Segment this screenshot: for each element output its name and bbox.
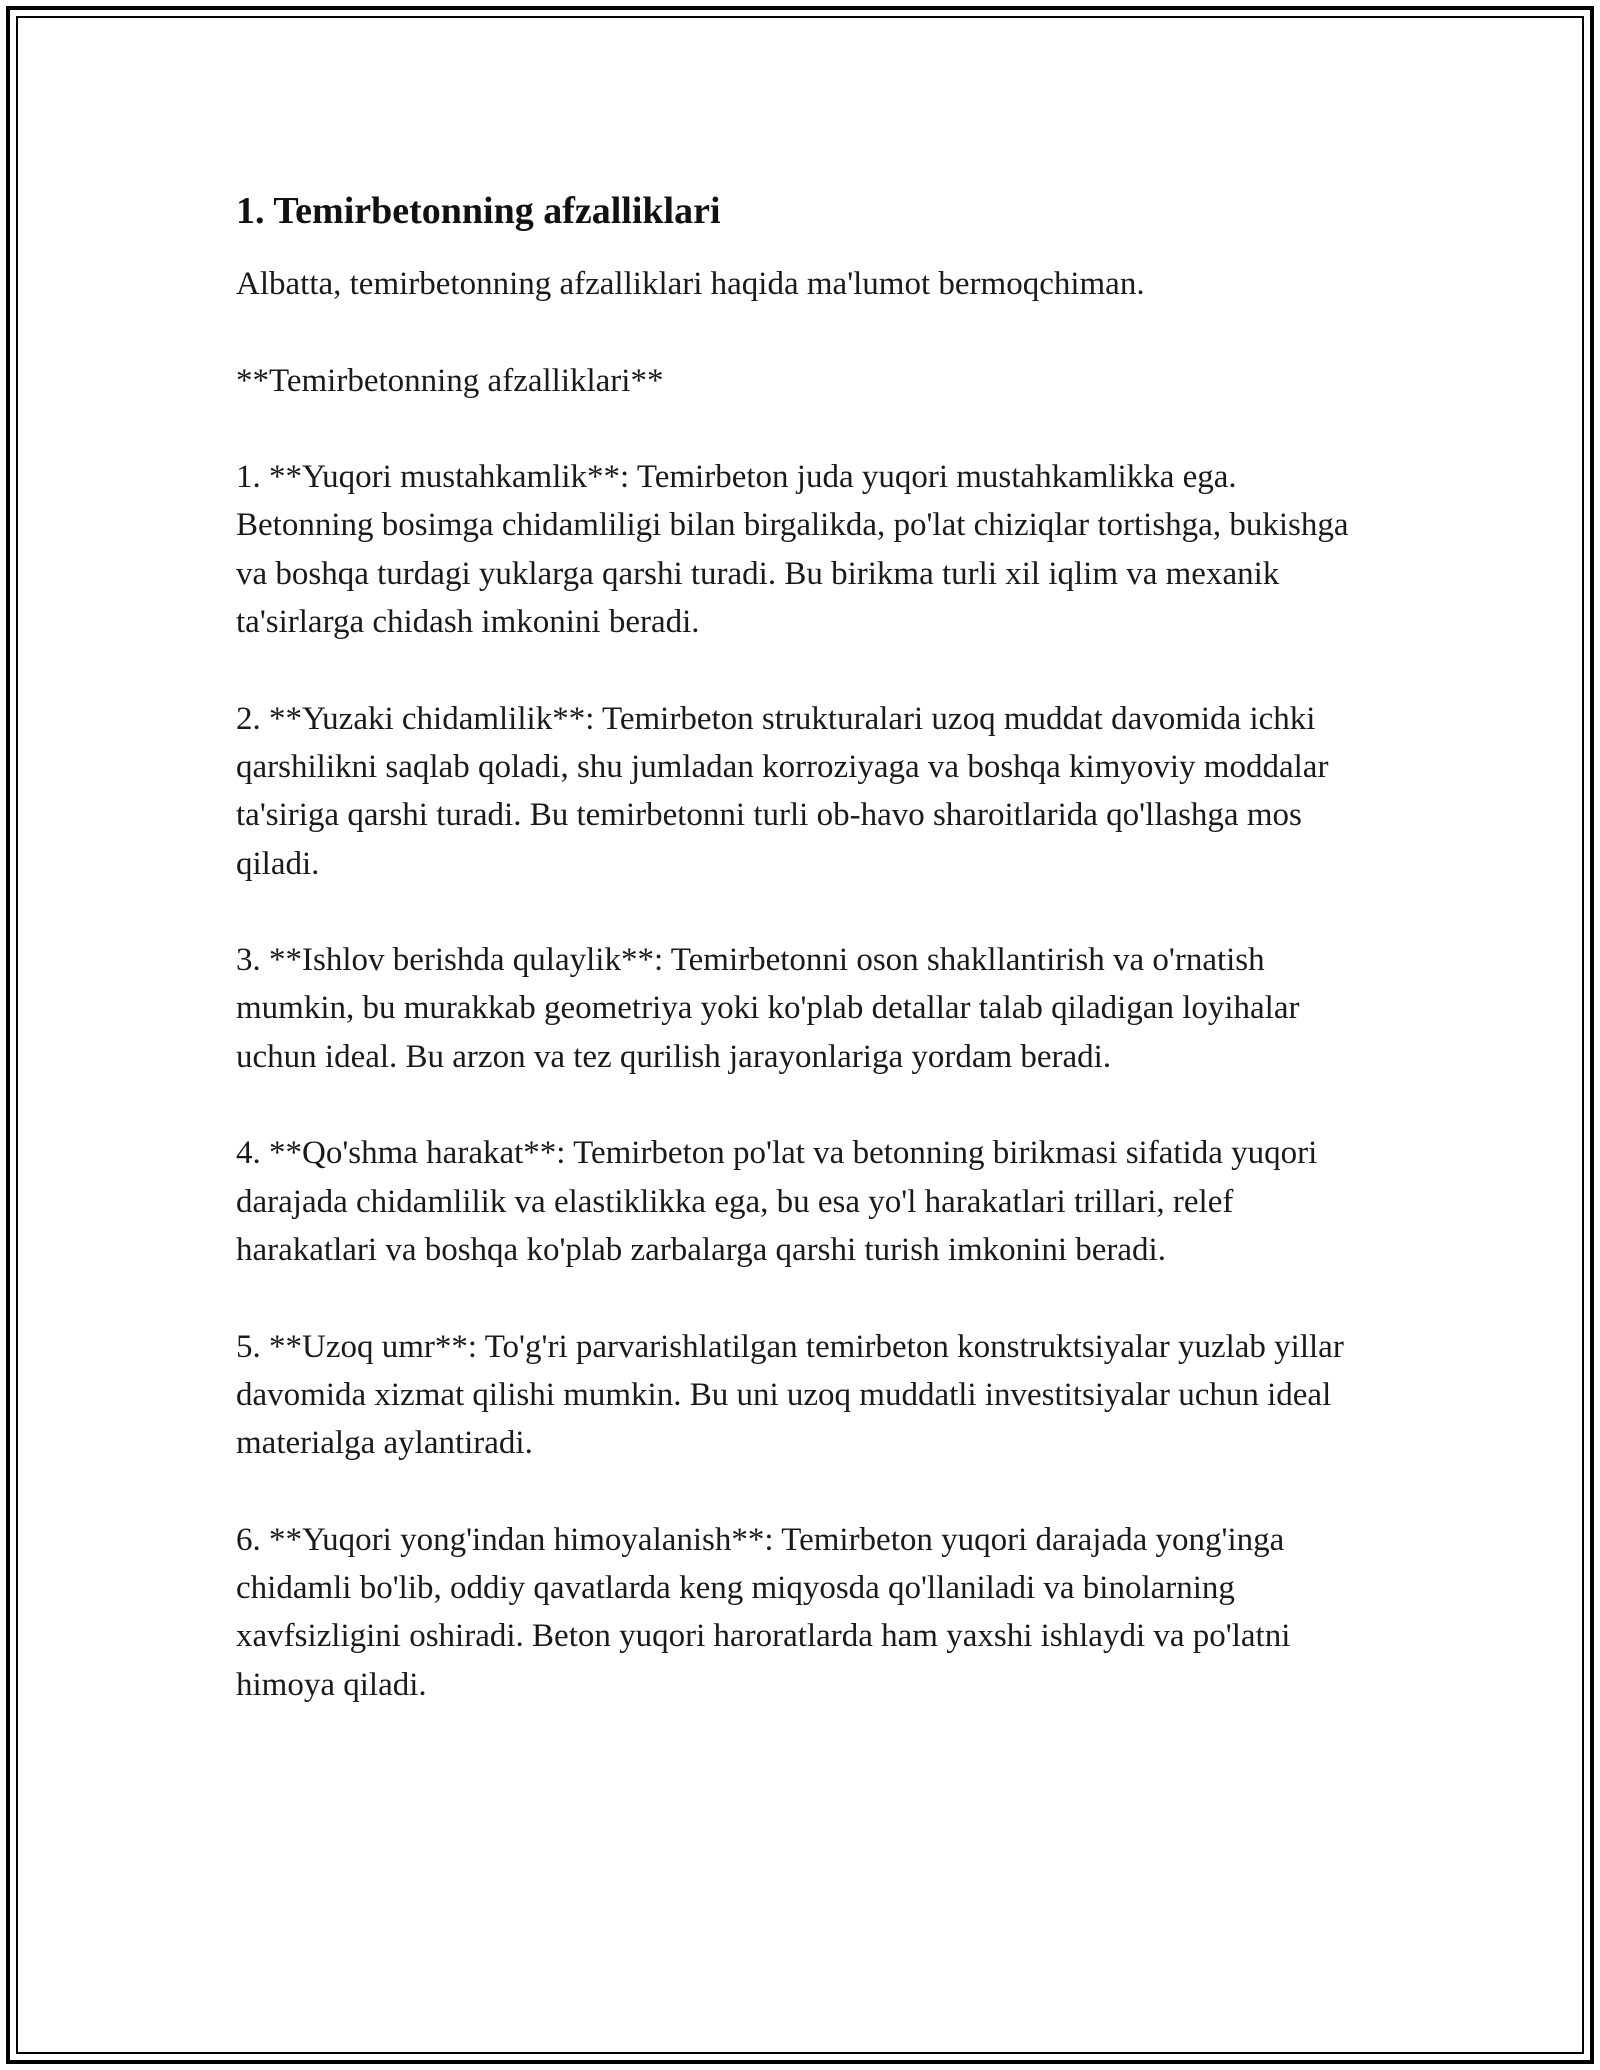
section-heading: 1. Temirbetonning afzalliklari xyxy=(236,190,721,232)
list-item-6: 6. **Yuqori yong'indan himoyalanish**: Temirbeton yuqori darajada yong'inga chidamli bo'lib, oddiy qavatlarda keng miqyosda qo'llaniladi va binolarning xavfsizligini oshiradi. Beton yuqori haroratlarda ham yaxshi ishlaydi va po'latni himoya qiladi. xyxy=(236,1521,1291,1703)
list-item-4: 4. **Qo'shma harakat**: Temirbeton po'lat va betonning birikmasi sifatida yuqori darajada chidamlilik va elastiklikka ega, bu esa yo'l harakatlari trillari, relef harakatlari va boshqa ko'plab zarbalarga qarshi turish imkonini beradi. xyxy=(236,1135,1318,1268)
list-item-3: 3. **Ishlov berishda qulaylik**: Temirbetonni oson shakllantirish va o'rnatish mumkin, bu murakkab geometriya yoki ko'plab detallar talab qiladigan loyihalar uchun ideal. Bu arzon va tez qurilish jarayonlariga yordam beradi. xyxy=(236,942,1300,1075)
intro-paragraph: Albatta, temirbetonning afzalliklari haqida ma'lumot bermoqchiman. xyxy=(236,266,1145,302)
list-item-2: 2. **Yuzaki chidamlilik**: Temirbeton strukturalari uzoq muddat davomida ichki qarshilikni saqlab qoladi, shu jumladan korroziyaga va boshqa kimyoviy moddalar ta'siriga qarshi turadi. Bu temirbetonni turli ob-havo sharoitlarida qo'llashga mos qiladi. xyxy=(236,700,1329,882)
document-body xyxy=(236,186,1376,1757)
list-item-5: 5. **Uzoq umr**: To'g'ri parvarishlatilgan temirbeton konstruktsiyalar yuzlab yillar davomida xizmat qilishi mumkin. Bu uni uzoq muddatli investitsiyalar uchun ideal materialga aylantiradi. xyxy=(236,1328,1344,1462)
subtitle-paragraph: **Temirbetonning afzalliklari** xyxy=(236,362,664,399)
list-item-1: 1. **Yuqori mustahkamlik**: Temirbeton juda yuqori mustahkamlikka ega. Betonning bosimga chidamliligi bilan birgalikda, po'lat chiziqlar tortishga, bukishga va boshqa turdagi yuklarga qarshi turadi. Bu birikma turli xil iqlim va mexanik ta'sirlarga chidash imkonini beradi. xyxy=(236,459,1349,641)
